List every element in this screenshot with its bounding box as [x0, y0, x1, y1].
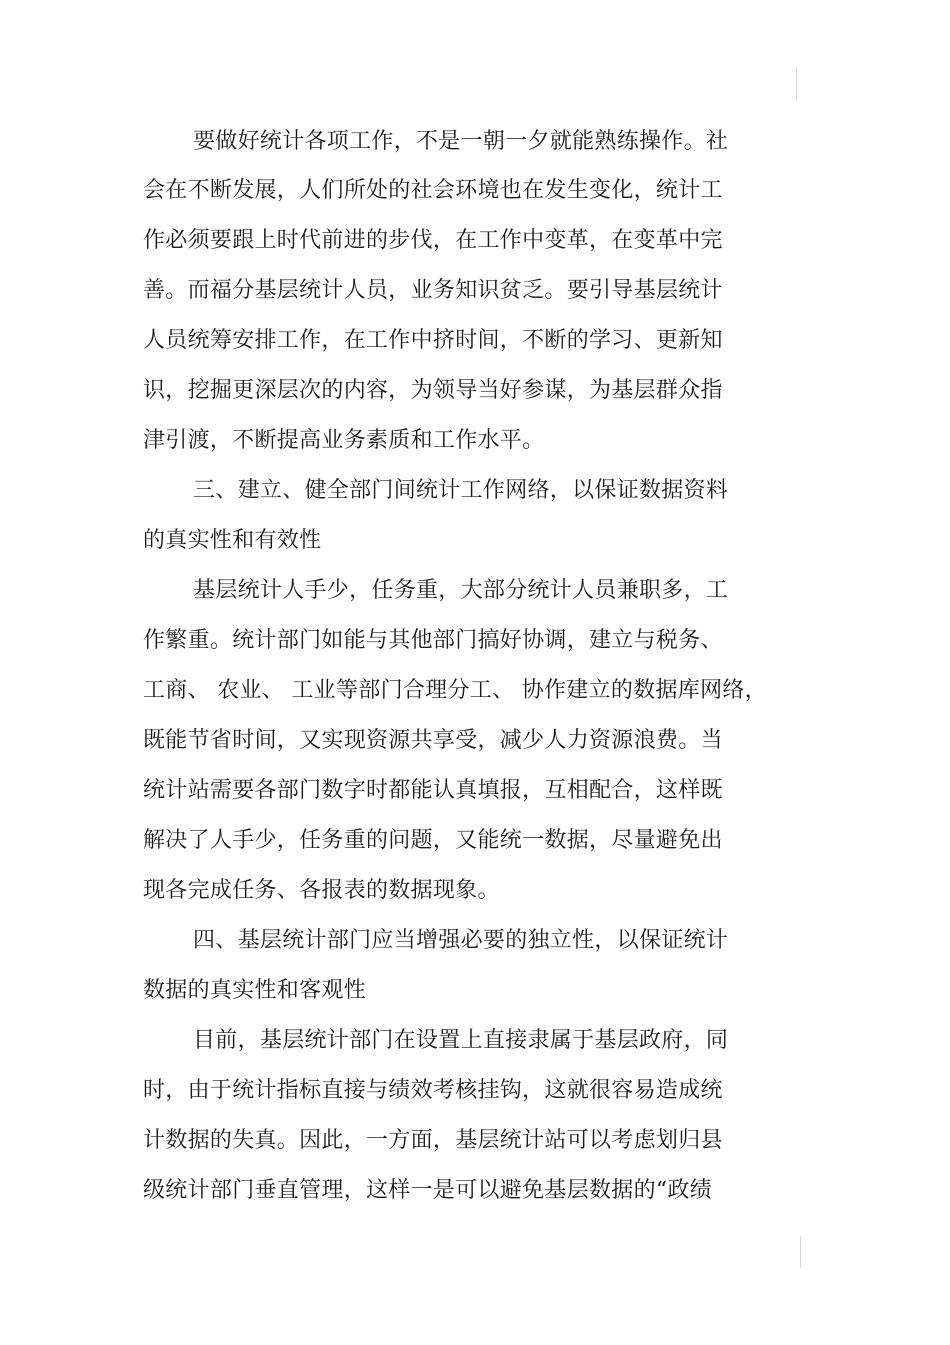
- text-line: 解决了人手少，任务重的问题，又能统一数据，尽量避免出: [143, 828, 723, 853]
- margin-mark-top: [796, 68, 797, 100]
- text-line: 计数据的失真。因此，一方面，基层统计站可以考虑划归县: [143, 1128, 723, 1153]
- text-line: 会在不断发展，人们所处的社会环境也在发生变化，统计工: [143, 178, 723, 203]
- section-heading: 数据的真实性和客观性: [143, 978, 367, 1003]
- text-line: 级统计部门垂直管理，这样一是可以避免基层数据的“政绩: [143, 1178, 713, 1203]
- text-line: 津引渡，不断提高业务素质和工作水平。: [143, 428, 545, 453]
- margin-mark-bottom: [800, 1236, 801, 1268]
- text-line: 时，由于统计指标直接与绩效考核挂钩，这就很容易造成统: [143, 1078, 723, 1103]
- text-line: 善。而福分基层统计人员，业务知识贫乏。要引导基层统计: [143, 278, 723, 303]
- section-heading: 的真实性和有效性: [143, 528, 322, 553]
- text-line: 要做好统计各项工作，不是一朝一夕就能熟练操作。社: [193, 129, 729, 154]
- text-line: 作繁重。统计部门如能与其他部门搞好协调，建立与税务、: [143, 628, 723, 653]
- text-line: 识，挖掘更深层次的内容，为领导当好参谋，为基层群众指: [143, 378, 723, 403]
- section-heading: 三、建立、健全部门间统计工作网络，以保证数据资料: [193, 478, 729, 503]
- text-line: 目前，基层统计部门在设置上直接隶属于基层政府，同: [193, 1028, 729, 1053]
- text-line: 作必须要跟上时代前进的步伐，在工作中变革，在变革中完: [143, 228, 723, 253]
- text-line: 人员统筹安排工作，在工作中挤时间，不断的学习、更新知: [143, 328, 723, 353]
- text-line: 现各完成任务、各报表的数据现象。: [143, 878, 500, 903]
- text-line: 基层统计人手少，任务重，大部分统计人员兼职多，工: [193, 578, 729, 603]
- text-line: 既能节省时间，又实现资源共享受，减少人力资源浪费。当: [143, 728, 723, 753]
- text-line: 工商、 农业、 工业等部门合理分工、 协作建立的数据库网络，: [143, 678, 767, 703]
- section-heading: 四、基层统计部门应当增强必要的独立性，以保证统计: [193, 928, 729, 953]
- text-line: 统计站需要各部门数字时都能认真填报，互相配合，这样既: [143, 778, 723, 803]
